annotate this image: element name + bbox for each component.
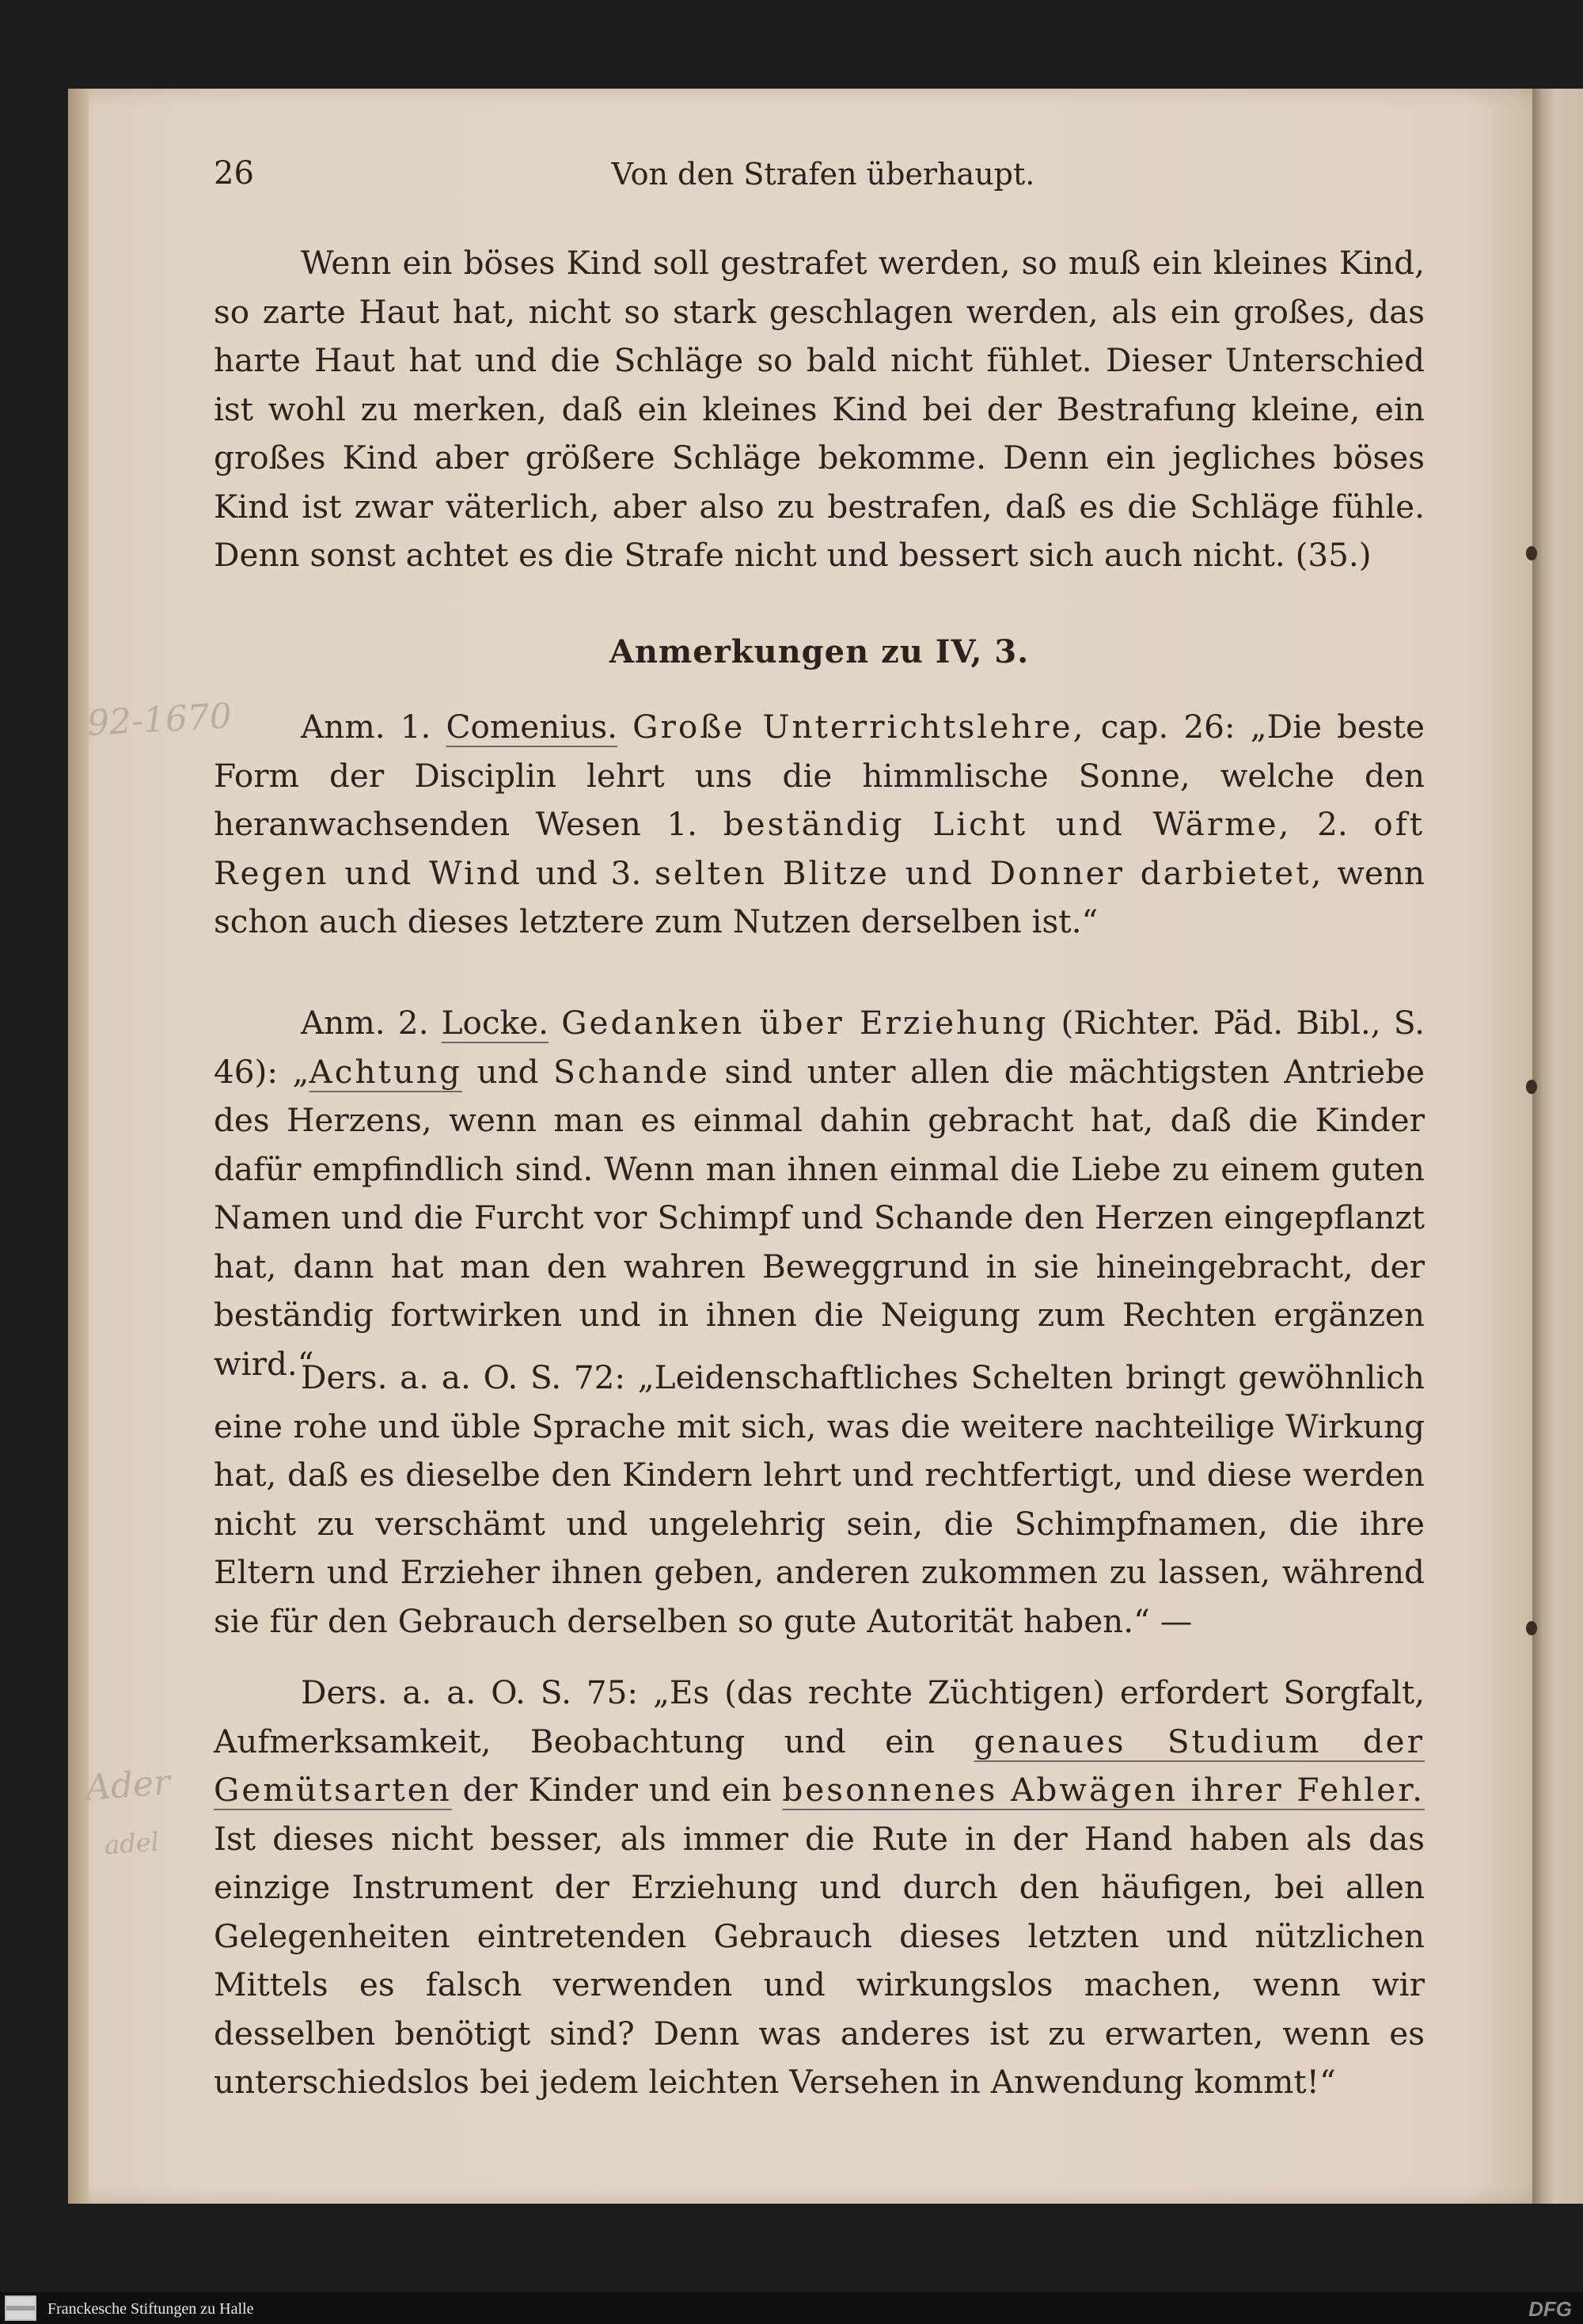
annotation-emphasis: beständig Licht und Wärme, [723, 805, 1292, 843]
edge-mark [1526, 546, 1537, 560]
pencil-marginal-note: 92-1670 [85, 696, 233, 744]
annotation-author: Comenius. [446, 708, 617, 746]
annotation-text: 2. [1317, 805, 1348, 843]
institution-name: Franckesche Stiftungen zu Halle [47, 2300, 254, 2318]
annotation-label: Anm. 2. [301, 1004, 429, 1042]
citation-text: der Kinder und ein [462, 1771, 772, 1809]
annotation-text: und [476, 1052, 539, 1091]
running-head [214, 155, 1433, 195]
footer-bar [0, 2292, 1583, 2324]
annotation-author: Locke. [441, 1004, 549, 1042]
pencil-marginal-note: Ader [84, 1762, 172, 1809]
main-paragraph: Wenn ein böses Kind soll gestrafet werden, so muß ein kleines Kind, so zarte Haut hat, nicht so stark geschlagen werden, als ein großes, das harte Haut hat und die Schläge so bald nicht fühlet. Dieser Unterschied ist wohl zu merken, daß ein kleines Kind bei der Bestrafung kleine, ein großes Kind aber größere Schläge bekomme. Denn ein jegliches böses Kind ist zwar väterlich, aber also zu bestrafen, daß es die Schläge fühle. Denn sonst achtet es die Strafe nicht und bessert sich auch nicht. (35.) [214, 244, 1425, 574]
annotation-emphasis: selten Blitze und Donner darbietet, [654, 853, 1324, 892]
institution-logo-icon [5, 2296, 36, 2321]
annotation-emphasis: Achtung [309, 1052, 462, 1091]
citation-ders-75 [214, 1669, 1425, 2107]
next-page-edge [1532, 89, 1583, 2204]
annotation-2 [214, 999, 1425, 1388]
annotation-text: cap. 26: „Die beste Form der Disciplin lehrt uns die himmlische Sonne, welche den heranwachsenden Wesen 1. [214, 708, 1425, 843]
citation-ders-72: Ders. a. a. O. S. 72: „Leidenschaftliches Schelten bringt gewöhnlich eine rohe und üble Sprache mit sich, was die weitere nachteilige Wirkung hat, daß es dieselbe den Kindern lehrt und rechtfertigt, und diese werden nicht zu verschämt und ungelehrig sein, die Schimpfnamen, die ihre Eltern und Erzieher ihnen geben, anderen zukommen zu lassen, während sie für den Gebrauch derselben so gute Autorität haben.“ — [214, 1358, 1425, 1640]
annotation-text: und 3. [535, 853, 642, 892]
annotation-emphasis: oft Regen und Wind [214, 805, 1425, 892]
annotation-work: Gedanken über Erziehung [561, 1004, 1049, 1042]
citation-text: Ist dieses nicht besser, als immer die Rute in der Hand haben als das einzige Instrument der Erziehung und durch den häufigen, bei allen Gelegenheiten eintretenden Gebrauch dieses letzten und nützlichen Mittels es falsch verwenden und wirkungslos machen, wenn wir desselben benötigt sind? Denn was anderes ist zu erwarten, wenn es unterschiedslos bei jedem leichten Versehen in Anwendung kommt!“ [214, 1819, 1425, 2101]
citation-text: Ders. a. a. O. S. 75: „Es (das rechte Züchtigen) erfordert Sorgfalt, Aufmerksamkeit, Beobachtung und ein [214, 1673, 1425, 1760]
book-gutter [68, 89, 89, 2204]
annotation-work: Große Unterrichtslehre, [632, 708, 1086, 746]
section-heading: Anmerkungen zu IV, 3. [609, 633, 1030, 670]
dfg-logo: DFG [1528, 2297, 1572, 2321]
running-title: Von den Strafen überhaupt. [611, 157, 1035, 192]
page-number: 26 [214, 155, 254, 192]
annotation-emphasis: Schande [553, 1052, 710, 1091]
edge-mark [1526, 1080, 1537, 1094]
citation-emphasis: besonnenes Abwägen ihrer Fehler. [782, 1771, 1425, 1809]
edge-mark [1526, 1621, 1537, 1635]
annotation-text: sind unter allen die mächtigsten Antriebe des Herzens, wenn man es einmal dahin gebracht hat, daß die Kinder dafür empfindlich sind. Wenn man ihnen einmal die Liebe zu einem guten Namen und die Furcht vor Schimpf und Schande den Herzen eingepflanzt hat, dann hat man den wahren Beweggrund in sie hineingebracht, der beständig fortwirken und in ihnen die Neigung zum Rechten ergänzen wird.“ [214, 1052, 1425, 1383]
annotation-1 [214, 703, 1425, 947]
annotation-text: (Richter. Päd. Bibl., S. 46): „ [214, 1004, 1425, 1091]
citation-emphasis: genaues Studium der Gemütsarten [214, 1722, 1425, 1809]
annotation-text: wenn schon auch dieses letztere zum Nutzen derselben ist.“ [214, 853, 1425, 940]
pencil-marginal-note: adel [103, 1826, 160, 1861]
annotation-label: Anm. 1. [301, 708, 431, 746]
